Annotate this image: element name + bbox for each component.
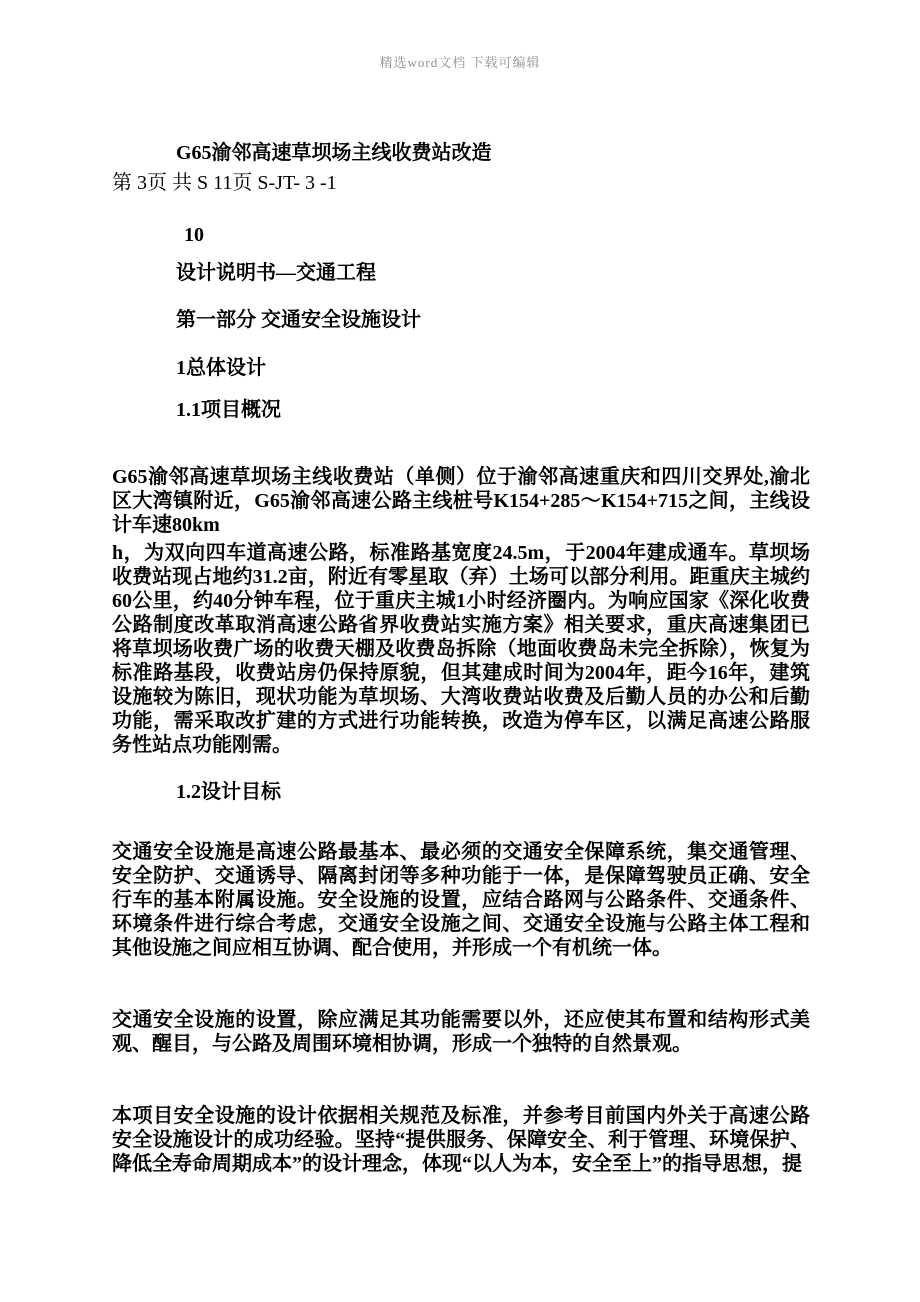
section-heading-project-overview: 1.1项目概况	[176, 399, 281, 421]
paragraph-design-goal-1: 交通安全设施是高速公路最基本、最必须的交通安全保障系统，集交通管理、安全防护、交通诱导、隔离封闭等多种功能于一体，是保障驾驶员正确、安全行车的基本附属设施。安全设施的设置，应结合路网与公路条件、交通条件、环境条件进行综合考虑，交通安全设施之间、交通安全设施与公路主体工程和其他设施之间应相互协调、配合使用，并形成一个有机统一体。	[112, 841, 810, 959]
paragraph-design-goal-3: 本项目安全设施的设计依据相关规范及标准，并参考目前国内外关于高速公路安全设施设计的成功经验。坚持“提供服务、保障安全、利于管理、环境保护、降低全寿命周期成本”的设计理念，体现“以人为本，安全至上”的指导思想，提	[112, 1105, 810, 1175]
section-heading-design-goal: 1.2设计目标	[176, 781, 281, 803]
document-content	[112, 141, 810, 1176]
doc-title: G65渝邻高速草坝场主线收费站改造	[176, 142, 492, 164]
paragraph-design-goal-2: 交通安全设施的设置，除应满足其功能需要以外，还应使其布置和结构形式美观、醒目，与公路及周围环境相协调，形成一个独特的自然景观。	[112, 1009, 810, 1055]
watermark-text: 精选word文档 下载可编辑	[379, 55, 541, 70]
section-heading-overall-design: 1总体设计	[176, 357, 266, 379]
standalone-number: 10	[184, 224, 204, 246]
doc-subtitle: 设计说明书—交通工程	[176, 262, 376, 284]
part-heading: 第一部分 交通安全设施设计	[176, 309, 421, 331]
paragraph-project-overview-2: h，为双向四车道高速公路，标准路基宽度24.5m，于2004年建成通车。草坝场收费站现占地约31.2亩，附近有零星取（弃）土场可以部分利用。距重庆主城约60公里，约40分钟车程，位于重庆主城1小时经济圈内。为响应国家《深化收费公路制度改革取消高速公路省界收费站实施方案》相关要求，重庆高速集团已将草坝场收费广场的收费天棚及收费岛拆除（地面收费岛未完全拆除），恢复为标准路基段，收费站房仍保持原貌，但其建成时间为2004年，距今16年，建筑设施较为陈旧，现状功能为草坝场、大湾收费站收费及后勤人员的办公和后勤功能，需采取改扩建的方式进行功能转换，改造为停车区，以满足高速公路服务性站点功能刚需。	[112, 542, 810, 756]
page-info-line: 第 3页 共 S 11页 S-JT- 3 -1	[112, 172, 337, 194]
paragraph-project-overview-1: G65渝邻高速草坝场主线收费站（单侧）位于渝邻高速重庆和四川交界处,渝北区大湾镇附近，G65渝邻高速公路主线桩号K154+285～K154+715之间，主线设计车速80km	[112, 466, 810, 536]
